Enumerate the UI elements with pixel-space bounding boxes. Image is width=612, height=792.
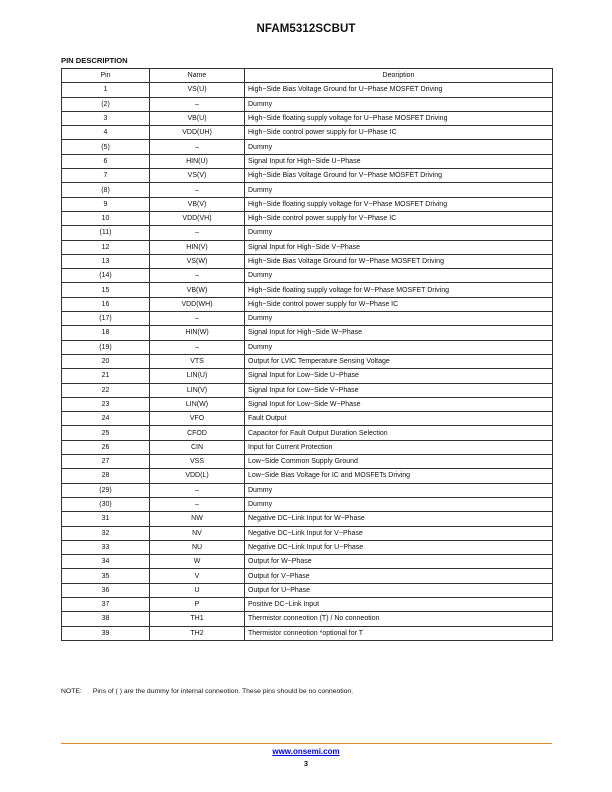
pin-number-cell: 34 [62, 555, 150, 569]
pin-number-cell: 36 [62, 583, 150, 597]
pin-name-cell: – [150, 312, 245, 326]
pin-number-cell: (30) [62, 497, 150, 511]
pin-description-cell: Signal Input for High−Side V−Phase [245, 240, 553, 254]
table-row [62, 612, 553, 626]
table-row [62, 83, 553, 97]
pin-description-cell: Negative DC−Link Input for V−Phase [245, 526, 553, 540]
pin-number-cell: (19) [62, 340, 150, 354]
pin-number-cell: 13 [62, 254, 150, 268]
pin-number-cell: 1 [62, 83, 150, 97]
pin-name-cell: VDD(VH) [150, 211, 245, 225]
pin-description-cell: Dummy [245, 483, 553, 497]
pin-name-cell: VDD(L) [150, 469, 245, 483]
pin-description-cell: High−Side floating supply voltage for W−Phase MOSFET Driving [245, 283, 553, 297]
pin-description-cell: Capacitor for Fault Output Duration Selection [245, 426, 553, 440]
pin-description-cell: Low−Side Common Supply Ground [245, 455, 553, 469]
pin-description-cell: Dummy [245, 340, 553, 354]
pin-number-cell: 37 [62, 597, 150, 611]
pin-description-cell: High−Side control power supply for U−Phase IC [245, 126, 553, 140]
pin-description-cell: Negative DC−Link Input for W−Phase [245, 512, 553, 526]
pin-number-cell: 32 [62, 526, 150, 540]
pin-name-cell: VS(U) [150, 83, 245, 97]
table-row [62, 526, 553, 540]
pin-name-cell: VFO [150, 412, 245, 426]
pin-name-cell: LIN(U) [150, 369, 245, 383]
pin-name-cell: VB(V) [150, 197, 245, 211]
pin-number-cell: 4 [62, 126, 150, 140]
document-title: NFAM5312SCBUT [256, 23, 356, 35]
pin-number-cell: 10 [62, 211, 150, 225]
table-row [62, 412, 553, 426]
page-number: 3 [303, 759, 309, 768]
pin-description-cell: Dummy [245, 269, 553, 283]
pin-description-cell: Dummy [245, 497, 553, 511]
pin-name-cell: VB(U) [150, 111, 245, 125]
pin-description-cell: Signal Input for High−Side U−Phase [245, 154, 553, 168]
pin-number-cell: (29) [62, 483, 150, 497]
pin-description-cell: High−Side floating supply voltage for U−Phase MOSFET Driving [245, 111, 553, 125]
table-note [61, 688, 353, 695]
pin-description-cell: High−Side Bias Voltage Ground for V−Phase MOSFET Driving [245, 169, 553, 183]
note-label: NOTE: [61, 688, 82, 695]
table-row [62, 326, 553, 340]
pin-name-cell: LIN(W) [150, 397, 245, 411]
footer-website-link[interactable]: www.onsemi.com [272, 747, 340, 756]
pin-description-cell: Positive DC−Link Input [245, 597, 553, 611]
pin-description-cell: High−Side Bias Voltage Ground for U−Phase MOSFET Driving [245, 83, 553, 97]
table-header-row [62, 69, 553, 83]
table-row [62, 569, 553, 583]
pin-number-cell: 23 [62, 397, 150, 411]
table-row [62, 240, 553, 254]
pin-name-cell: CIN [150, 440, 245, 454]
pin-description-cell: High−Side control power supply for W−Phase IC [245, 297, 553, 311]
pin-name-cell: CFOD [150, 426, 245, 440]
pin-number-cell: 6 [62, 154, 150, 168]
pin-name-cell: VDD(WH) [150, 297, 245, 311]
pin-name-cell: HIN(U) [150, 154, 245, 168]
pin-name-cell: VDD(UH) [150, 126, 245, 140]
pin-description-cell: Dummy [245, 140, 553, 154]
pin-number-cell: 31 [62, 512, 150, 526]
table-row [62, 97, 553, 111]
table-row [62, 140, 553, 154]
pin-number-cell: 18 [62, 326, 150, 340]
pin-name-cell: – [150, 269, 245, 283]
pin-number-cell: 12 [62, 240, 150, 254]
pin-description-cell: Low−Side Bias Voltage for IC and MOSFETs Driving [245, 469, 553, 483]
pin-name-cell: TH2 [150, 626, 245, 640]
table-row [62, 497, 553, 511]
pin-description-cell: Thermistor conneotion *optional for T [245, 626, 553, 640]
pin-name-cell: HIN(W) [150, 326, 245, 340]
pin-name-cell: – [150, 497, 245, 511]
table-row [62, 211, 553, 225]
pin-number-cell: (11) [62, 226, 150, 240]
footer-divider [61, 743, 552, 744]
pin-table-body [62, 83, 553, 641]
table-row [62, 340, 553, 354]
pin-name-cell: NU [150, 540, 245, 554]
pin-number-cell: 25 [62, 426, 150, 440]
pin-description-cell: Dummy [245, 183, 553, 197]
table-row [62, 383, 553, 397]
pin-number-cell: 3 [62, 111, 150, 125]
pin-name-cell: LIN(V) [150, 383, 245, 397]
pin-description-cell: Signal Input for High−Side W−Phase [245, 326, 553, 340]
pin-number-cell: (5) [62, 140, 150, 154]
pin-number-cell: 33 [62, 540, 150, 554]
table-row [62, 626, 553, 640]
table-row [62, 540, 553, 554]
column-header-name: Name [150, 69, 245, 83]
pin-name-cell: W [150, 555, 245, 569]
pin-number-cell: 35 [62, 569, 150, 583]
pin-name-cell: – [150, 340, 245, 354]
table-row [62, 354, 553, 368]
pin-description-cell: High−Side floating supply voltage for V−Phase MOSFET Driving [245, 197, 553, 211]
table-row [62, 154, 553, 168]
pin-number-cell: 21 [62, 369, 150, 383]
pin-description-cell: Dummy [245, 226, 553, 240]
pin-number-cell: (14) [62, 269, 150, 283]
pin-name-cell: NV [150, 526, 245, 540]
pin-name-cell: HIN(V) [150, 240, 245, 254]
table-row [62, 455, 553, 469]
pin-description-cell: High−Side control power supply for V−Phase IC [245, 211, 553, 225]
pin-number-cell: (17) [62, 312, 150, 326]
column-header-pin: Pin [62, 69, 150, 83]
table-row [62, 312, 553, 326]
pin-number-cell: 9 [62, 197, 150, 211]
pin-number-cell: 15 [62, 283, 150, 297]
table-row [62, 440, 553, 454]
pin-number-cell: 16 [62, 297, 150, 311]
pin-description-cell: Negative DC−Link Input for U−Phase [245, 540, 553, 554]
pin-number-cell: 20 [62, 354, 150, 368]
pin-name-cell: – [150, 226, 245, 240]
pin-number-cell: 28 [62, 469, 150, 483]
table-row [62, 555, 553, 569]
pin-name-cell: – [150, 97, 245, 111]
table-row [62, 369, 553, 383]
pin-description-cell: Output for W−Phase [245, 555, 553, 569]
pin-description-cell: Signal Input for Low−Side W−Phase [245, 397, 553, 411]
pin-number-cell: 39 [62, 626, 150, 640]
pin-name-cell: – [150, 483, 245, 497]
table-row [62, 469, 553, 483]
pin-name-cell: VTS [150, 354, 245, 368]
pin-description-cell: Output for LVIC Temperature Sensing Voltage [245, 354, 553, 368]
pin-number-cell: (2) [62, 97, 150, 111]
pin-number-cell: 7 [62, 169, 150, 183]
pin-number-cell: 24 [62, 412, 150, 426]
table-row [62, 269, 553, 283]
table-row [62, 126, 553, 140]
table-row [62, 183, 553, 197]
pin-description-cell: Signal Input for Low−Side V−Phase [245, 383, 553, 397]
table-row [62, 226, 553, 240]
pin-name-cell: VS(V) [150, 169, 245, 183]
pin-number-cell: 22 [62, 383, 150, 397]
table-row [62, 397, 553, 411]
pin-name-cell: – [150, 183, 245, 197]
pin-number-cell: (8) [62, 183, 150, 197]
table-row [62, 583, 553, 597]
pin-description-cell: Input for Current Protection [245, 440, 553, 454]
pin-description-table [61, 68, 553, 641]
pin-name-cell: – [150, 140, 245, 154]
pin-name-cell: NW [150, 512, 245, 526]
table-row [62, 254, 553, 268]
column-header-description: Deoription [245, 69, 553, 83]
pin-name-cell: VS(W) [150, 254, 245, 268]
table-row [62, 197, 553, 211]
pin-name-cell: VSS [150, 455, 245, 469]
pin-name-cell: P [150, 597, 245, 611]
pin-name-cell: U [150, 583, 245, 597]
table-row [62, 597, 553, 611]
pin-description-cell: Fault Output [245, 412, 553, 426]
table-row [62, 169, 553, 183]
pin-name-cell: TH1 [150, 612, 245, 626]
pin-description-cell: Output for V−Phase [245, 569, 553, 583]
pin-description-cell: Output for U−Phase [245, 583, 553, 597]
table-row [62, 297, 553, 311]
pin-name-cell: V [150, 569, 245, 583]
table-row [62, 283, 553, 297]
table-row [62, 426, 553, 440]
table-row [62, 512, 553, 526]
pin-number-cell: 27 [62, 455, 150, 469]
table-row [62, 111, 553, 125]
pin-number-cell: 38 [62, 612, 150, 626]
pin-number-cell: 26 [62, 440, 150, 454]
note-text: Pins of ( ) are the dummy for internal conneotion. These pins should be no conneotion. [92, 688, 354, 695]
pin-name-cell: VB(W) [150, 283, 245, 297]
pin-description-cell: Dummy [245, 312, 553, 326]
pin-description-cell: Dummy [245, 97, 553, 111]
pin-description-cell: High−Side Bias Voltage Ground for W−Phase MOSFET Driving [245, 254, 553, 268]
section-title: PIN DESCRIPTION [61, 56, 128, 65]
pin-description-cell: Thermistor conneotion (T) / No conneotion [245, 612, 553, 626]
table-row [62, 483, 553, 497]
pin-description-cell: Signal Input for Low−Side U−Phase [245, 369, 553, 383]
